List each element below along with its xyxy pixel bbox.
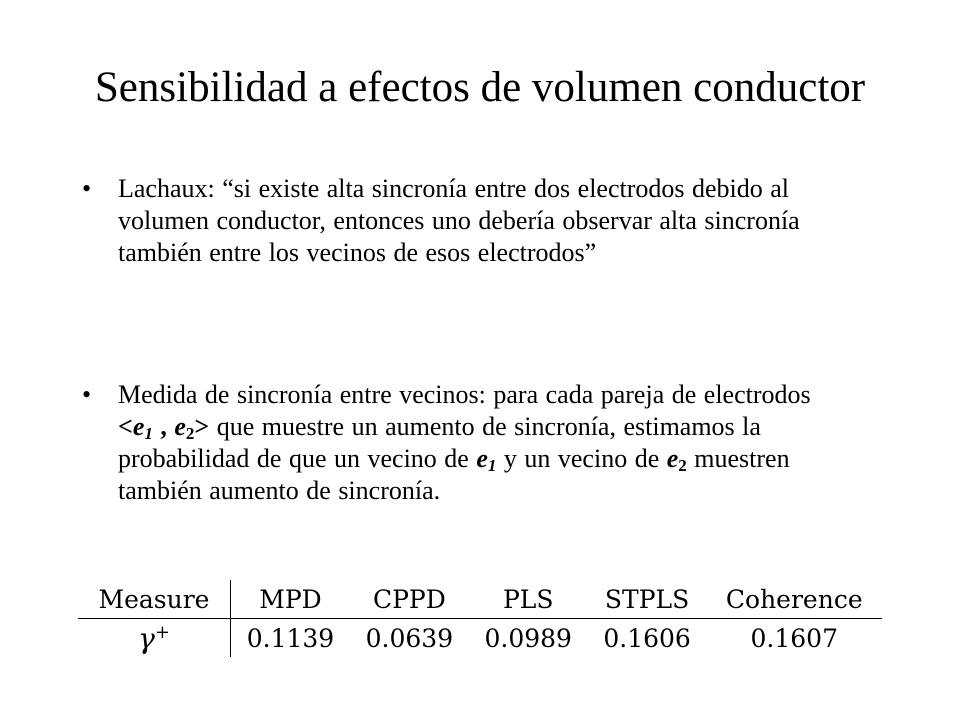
table-header-row [78, 580, 882, 619]
electrode-subscript: 1 [144, 424, 153, 443]
electrode-symbol: e [666, 444, 679, 473]
table-header-cell: STPLS [588, 580, 707, 619]
table-row [78, 619, 882, 658]
table-cell: 0.0989 [484, 623, 572, 653]
slide-title: Sensibilidad a efectos de volumen conductor [94, 64, 866, 111]
electrode-symbol: e [174, 412, 186, 441]
measure-table [78, 580, 882, 657]
table-header-cell: PLS [469, 580, 588, 619]
electrode-pair-open: < [118, 412, 133, 441]
table-row-label [78, 619, 231, 658]
table-cell: 0.1139 [246, 623, 335, 653]
table-cell: 0.0639 [365, 623, 454, 653]
gamma-symbol: γ [138, 621, 155, 655]
gamma-superscript: + [154, 621, 170, 643]
table-header-cell: CPPD [350, 580, 469, 619]
bullet-item-lachaux [82, 173, 842, 333]
electrode-subscript: 1 [487, 456, 497, 475]
electrode-subscript: 2 [185, 424, 195, 443]
electrode-pair-close: > [194, 412, 210, 441]
bullet-dot: • [82, 380, 92, 409]
text-segment: y un vecino de [496, 444, 667, 473]
table-cell: 0.1607 [750, 623, 838, 653]
table-header-cell: MPD [231, 580, 350, 619]
bullet-text [118, 379, 840, 507]
electrode-symbol: e [132, 412, 145, 441]
table-header-cell: Coherence [707, 580, 882, 619]
text-segment: Medida de sincronía entre vecinos: para cada pareja de electrodos [118, 380, 811, 409]
electrode-subscript: 2 [678, 456, 687, 475]
electrode-symbol: e [476, 444, 488, 473]
table-header-cell: Measure [78, 580, 231, 619]
text-segment: que muestre un aumento de sincronía, estimamos la probabilidad de que un vecino de [118, 412, 761, 473]
text-segment: muestren también aumento de sincronía. [118, 444, 790, 505]
bullet-text: Lachaux: “si existe alta sincronía entre dos electrodos debido al volumen conductor, entonces uno debería observar alta sincronía también entre los vecinos de esos electrodos” [118, 174, 800, 267]
table-cell: 0.1606 [603, 623, 691, 653]
electrode-pair-separator: , [152, 412, 175, 441]
bullet-dot: • [82, 174, 92, 203]
bullet-item-neighbor-sync [82, 379, 842, 539]
